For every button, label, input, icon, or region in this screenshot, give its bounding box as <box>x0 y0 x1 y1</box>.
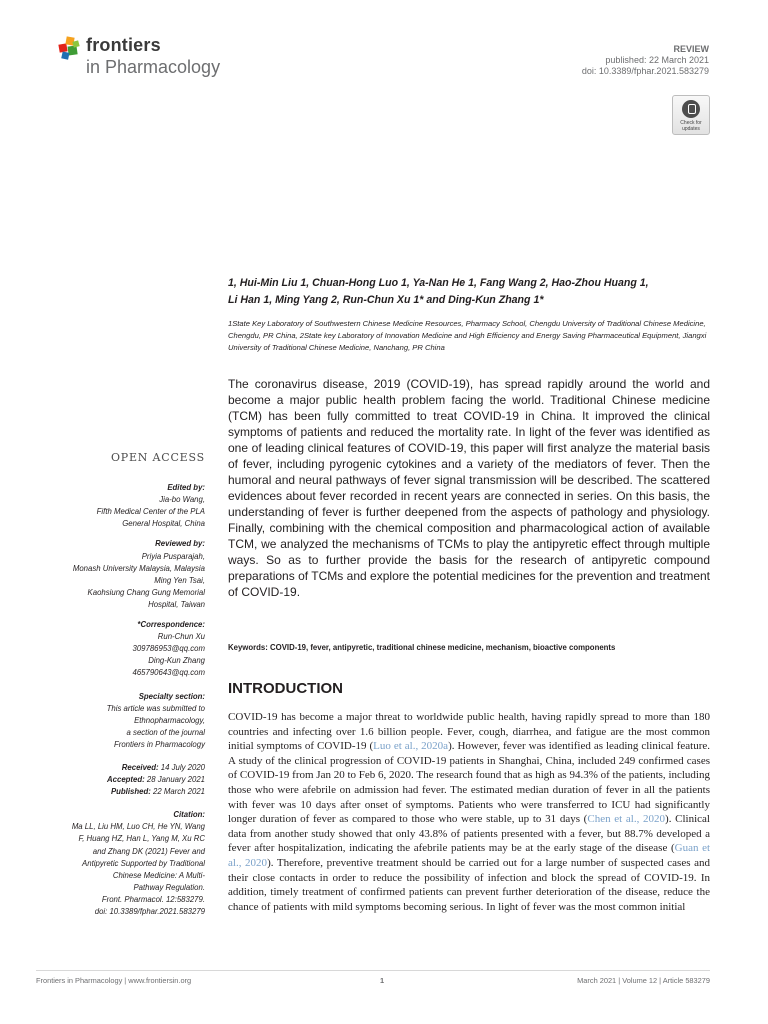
open-access-label: OPEN ACCESS <box>110 451 205 464</box>
citation-line: Front. Pharmacol. 12:583279. <box>101 894 205 904</box>
specialty-line: This article was submitted to <box>106 703 205 713</box>
citation-line: Ma LL, Liu HM, Luo CH, He YN, Wang <box>71 822 205 832</box>
reviewer-line: Kaohsiung Chang Gung Memorial <box>87 587 205 597</box>
check-for-updates-button[interactable] <box>672 95 710 135</box>
published-date: published: 22 March 2021 <box>605 55 709 65</box>
footer-issue-info: March 2021 | Volume 12 | Article 583279 <box>577 976 710 985</box>
specialty-line: Frontiers in Pharmacology <box>113 739 205 749</box>
correspondence-name: Run-Chun Xu <box>157 632 205 642</box>
citation-label: Citation: <box>173 810 205 820</box>
correspondence-email[interactable]: 309786953@qq.com <box>132 644 205 654</box>
journal-name-subtitle: in Pharmacology <box>86 57 221 77</box>
published-date-sidebar <box>56 786 205 798</box>
citation-link[interactable]: Guan et al., 2020 <box>228 842 711 869</box>
reviewer-line: Monash University Malaysia, Malaysia <box>72 563 205 573</box>
abstract: The coronavirus disease, 2019 (COVID-19), has spread rapidly around the world and become a major public health problem facing the world. Traditional Chinese medicine (TCM) has been fully committed to treat COVID-19 in China. It improved the clinical symptoms of patients and reduced the mortality rate. In light of the fever was identified as one of leading clinical features of COVID-19, this paper will first analyze the material basis of fever, including pyrogenic cytokines and a variety of the mediators of fever. Then the humoral and neural pathways of fever signal transmission will be described. The scattered evidences about fever recorded in recent years are connected in series. On this basis, the understanding of fever is further deepened from the aspects of pathology and physiology. Finally, combining with the chemical composition and pharmacological action of available TCM, we analyzed the mechanisms of TCMs to play the antipyretic effect through multiple ways. So as to further provide the basis for the research of antipyretic compound preparations of TCMs and explore the potential medicines for the prevention and treatment of COVID-19. <box>228 377 710 599</box>
citation-link[interactable]: Chen et al., 2020 <box>587 813 666 826</box>
editor-line: Jia-bo Wang, <box>159 495 205 505</box>
article-meta <box>582 44 709 77</box>
page-number: 1 <box>380 976 385 985</box>
correspondence-name: Ding-Kun Zhang <box>148 656 205 666</box>
editor-line: Fifth Medical Center of the PLA <box>96 507 205 517</box>
citation-doi[interactable]: doi: 10.3389/fphar.2021.583279 <box>94 907 205 916</box>
affiliations: 1State Key Laboratory of Southwestern Chinese Medicine Resources, Pharmacy School, Chengdu University of Traditional Chinese Medicine, Chengdu, PR China, 2State key Laboratory of Innovation Medicine and High Efficiency and Energy Saving Pharmaceutical Equipment, Jiangxi University of Traditional Chinese Medicine, Nanchang, PR China <box>228 319 707 352</box>
reviewer-line: Ming Yen Tsai, <box>154 575 205 585</box>
author-list <box>228 275 718 309</box>
article-type: REVIEW <box>673 44 709 54</box>
journal-name-frontiers: frontiers <box>86 35 161 55</box>
author-line-2: Li Han 1, Ming Yang 2, Run-Chun Xu 1* and Ding-Kun Zhang 1* <box>228 294 544 306</box>
check-for-updates-label: Check for updates <box>680 120 702 132</box>
citation-line: F, Huang HZ, Han L, Yang M, Xu RC <box>78 834 205 844</box>
specialty-line: a section of the journal <box>126 727 205 737</box>
accepted-label: Accepted: <box>107 775 145 785</box>
reviewer-line: Hospital, Taiwan <box>148 599 205 609</box>
intro-text-segment: COVID-19 has become a major threat to worldwide public health, having rapidly spread to more than 180 countries and infecting over 1.6 billion people. Fever, cough, diarrhea, and fatigue are the most common initial symptoms of COVID-19 ( <box>228 711 710 753</box>
introduction-body <box>228 710 710 914</box>
accepted-value: 28 January 2021 <box>146 775 205 785</box>
edited-by-label: Edited by: <box>167 483 205 493</box>
published-value: 22 March 2021 <box>152 787 205 797</box>
received-value: 14 July 2020 <box>160 762 205 772</box>
received-date <box>56 762 205 774</box>
doi-link[interactable]: doi: 10.3389/fphar.2021.583279 <box>581 66 709 76</box>
footer-journal-link[interactable]: Frontiers in Pharmacology | www.frontiersin.org <box>36 976 192 985</box>
reviewer-line: Priyia Pusparajah, <box>141 551 205 561</box>
citation-line: Pathway Regulation. <box>133 882 205 892</box>
citation-link[interactable]: Luo et al., 2020a <box>373 740 449 753</box>
intro-text-segment: ). Therefore, preventive treatment should be carried out for a large number of suspected cases and their close contacts in order to reduce the possibility of infection and block the spread of COVID-19. In addition, timely treatment of confirmed patients can prevent further deterioration of the disease, reduce the chance of patients with mild symptoms becoming serious. In light of fever was the most common initial <box>228 856 710 913</box>
bookmark-icon <box>682 100 700 118</box>
accepted-date <box>56 774 205 786</box>
reviewed-by-label: Reviewed by: <box>155 539 205 549</box>
editor-line: General Hospital, China <box>122 519 205 529</box>
intro-text-segment: ). However, fever was identified as leading clinical feature. A study of the clinical progression of COVID-19 patients in Shanghai, China, included 249 confirmed cases of COVID-19 from Jan 20 to Feb 6, 2020. The research found that as high as 94.3% of the patients, including those who were afebrile on admission had fever. The estimated median duration of fever in all the patients with fever was 10 days after onset of symptoms. Patients who were transferred to ICU had significantly longer duration of fever as compared to those who were stable, up to 31 days ( <box>228 740 710 826</box>
citation-line: Antipyretic Supported by Traditional <box>82 858 205 868</box>
author-line-1: 1, Hui-Min Liu 1, Chuan-Hong Luo 1, Ya-Nan He 1, Fang Wang 2, Hao-Zhou Huang 1, <box>228 277 649 289</box>
citation-line: and Zhang DK (2021) Fever and <box>92 846 205 856</box>
footer-divider <box>36 970 710 971</box>
correspondence-label: *Correspondence: <box>137 620 205 630</box>
section-heading-introduction: INTRODUCTION <box>228 680 343 697</box>
article-info-sidebar <box>56 452 205 918</box>
keywords: Keywords: COVID-19, fever, antipyretic, traditional chinese medicine, mechanism, bioactive components <box>228 643 616 652</box>
specialty-section-label: Specialty section: <box>138 691 205 701</box>
specialty-line: Ethnopharmacology, <box>134 715 205 725</box>
correspondence-email[interactable]: 465790643@qq.com <box>132 668 205 678</box>
frontiers-logo-icon <box>57 35 83 61</box>
citation-line: Chinese Medicine: A Multi- <box>112 870 205 880</box>
journal-logo <box>57 31 237 81</box>
received-label: Received: <box>121 762 159 772</box>
published-label: Published: <box>110 787 151 797</box>
intro-text-segment: ). Clinical data from another study showed that only 43.8% of patients presented with a fever, but 88.7% developed a fever after hospitalization, indicating the afebrile patients may be at the early stage of the disease ( <box>228 813 710 855</box>
